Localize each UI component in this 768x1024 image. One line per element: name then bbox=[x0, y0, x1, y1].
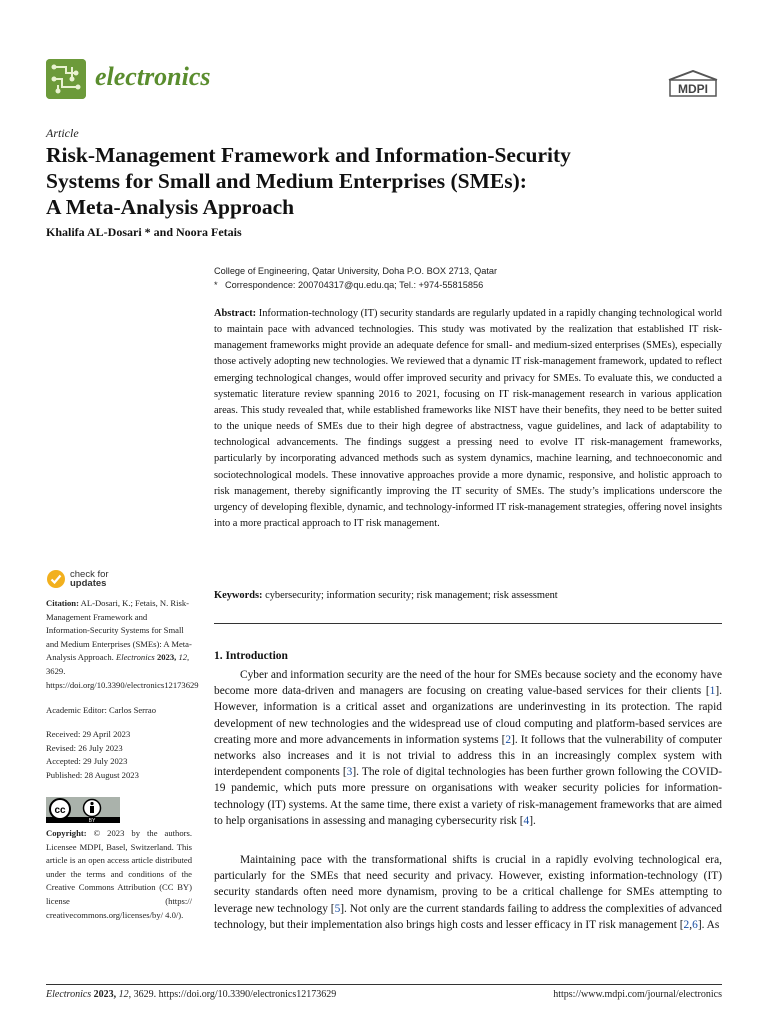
check-updates-line2: updates bbox=[70, 578, 107, 589]
reference-link[interactable]: 4 bbox=[523, 814, 530, 827]
correspondence-marker: * bbox=[214, 280, 218, 290]
paragraph: Maintaining pace with the transformational shifts is crucial in a rapidly evolving technological era, particularly for the SMEs that need security and privacy. However, existing information-technology (IT) security standards often need more dynamism, proving to be a critical challenge for SMEs attempting to leverage new technology [5]. Not only are the current standards failing to address the complexities of advanced technology, but their implementation also brings high costs and lesser efficacy in IT risk management [2,6]. As bbox=[214, 854, 722, 931]
section-heading: 1. Introduction bbox=[214, 650, 288, 662]
correspondence: Correspondence: 200704317@qu.edu.qa; Tel.: +974-55815856 bbox=[225, 280, 484, 290]
title-line: Risk-Management Framework and Information-Security bbox=[46, 143, 571, 167]
title-line: Systems for Small and Medium Enterprises (SMEs): bbox=[46, 169, 527, 193]
published-date: Published: 28 August 2023 bbox=[46, 769, 139, 780]
academic-editor: Academic Editor: Carlos Serrao bbox=[46, 705, 157, 715]
accepted-date: Accepted: 29 July 2023 bbox=[46, 756, 128, 767]
footer-journal-url[interactable]: https://www.mdpi.com/journal/electronics bbox=[553, 989, 722, 1000]
journal-name: electronics bbox=[95, 62, 211, 91]
citation-journal: Electronics bbox=[115, 652, 155, 663]
check-updates-icon bbox=[46, 569, 66, 589]
footer-citation bbox=[46, 989, 336, 1000]
copyright-text: © 2023 by the authors. Licensee MDPI, Basel, Switzerland. This article is an open access article distributed under the terms and conditions of the Creative Commons Attribution (CC BY) license (https:// creativecommons.org/licenses/by/ 4.0/). bbox=[46, 828, 192, 920]
citation-text: AL-Dosari, K.; Fetais, N. Risk-Management Framework and Information-Security Systems for Small and Medium Enterprises (SMEs): A Meta-Analysis Approach. bbox=[46, 598, 192, 663]
reference-link[interactable]: 3 bbox=[346, 766, 353, 779]
divider bbox=[214, 623, 722, 624]
affiliation-block bbox=[214, 264, 497, 292]
abstract-label: Abstract: bbox=[214, 308, 257, 319]
footer-divider bbox=[46, 984, 722, 985]
citation-doi[interactable]: 3629. https://doi.org/10.3390/electronics12173629 bbox=[46, 665, 199, 690]
affiliation: College of Engineering, Qatar University, Doha P.O. BOX 2713, Qatar bbox=[214, 266, 498, 276]
keywords-label: Keywords: bbox=[214, 590, 263, 601]
check-for-updates-button[interactable] bbox=[46, 569, 109, 589]
check-updates-line1: check for bbox=[70, 569, 109, 580]
footer-journal: Electronics bbox=[46, 989, 92, 1000]
received-date: Received: 29 April 2023 bbox=[46, 729, 131, 739]
keywords bbox=[214, 589, 722, 603]
reference-link[interactable]: 5 bbox=[334, 902, 341, 915]
footer-year: 2023, bbox=[93, 989, 117, 1000]
copyright-block bbox=[46, 827, 192, 922]
paragraph: Cyber and information security are the need of the hour for SMEs because society and the economy have become more data-driven and managers are focusing on creating value-based services for their clients [1]. However, information is a critical asset and organizations are underinvesting in its protection. The rapid development of new technologies and the widespread use of cloud computing and platform-based services are creating more and more advancements in information systems [2]. It follows that the vulnerability of computer networks also increases and it is not trivial to address this in an increasingly complex system with interdependent components [3]. The role of digital technologies has been further grown following the COVID-19 pandemic, which puts more pressure on organisations with weaker security policies for information-technology (IT) systems. At the same time, there exist a variety of risk-management frameworks that are aimed to help organisations in assessing and managing cybersecurity risk [4]. bbox=[214, 669, 722, 827]
reference-link[interactable]: 2 bbox=[505, 733, 512, 746]
cc-by-license-icon[interactable] bbox=[46, 797, 120, 823]
svg-text:cc: cc bbox=[54, 805, 66, 816]
copyright-label: Copyright: bbox=[46, 828, 87, 838]
citation-volume: 12, bbox=[178, 652, 190, 663]
abstract-text: Information-technology (IT) security standards are regularly updated in a rapidly changing technological world to maintain pace with advanced technologies. This study was motivated by the realization that established IT risk-management frameworks might provide an adequate defence for small- and medium-sized enterprises (SMEs), especially those actively adopting new technologies. We reviewed that a dynamic IT risk-management framework, updated to reflect emerging technological changes, would offer improved security and privacy for SMEs. To evaluate this, we conducted a systematic literature review spanning 2016 to 2021, focusing on IT risk-management research in various application areas. This study revealed that, while established frameworks like NIST have their benefits, they need to be better suited to the unique needs of SMEs due to their high degree of abstractness, vague guidelines, and lack of adaptability to technological advancements. The findings suggest a pressing need to evolve IT risk-management frameworks, particularly by incorporating advanced methods such as system dynamics, machine learning, and technoeconomic and sociotechnological models. These innovative approaches provide a more dynamic, responsive, and holistic approach to risk management, thereby significantly improving the IT security of SMEs. The study’s implications underscore the urgency of developing flexible, dynamic, and technology-informed IT risk-management strategies, offering novel insights into a more practical approach to IT risk management. bbox=[214, 308, 722, 530]
citation-block bbox=[46, 597, 199, 692]
citation-label: Citation: bbox=[46, 598, 79, 608]
authors: Khalifa AL-Dosari * and Noora Fetais bbox=[46, 225, 242, 239]
dates-block bbox=[46, 728, 192, 782]
title-line: A Meta-Analysis Approach bbox=[46, 195, 295, 219]
reference-link[interactable]: 2 bbox=[683, 918, 690, 931]
page-title bbox=[46, 142, 726, 220]
citation-year: 2023, bbox=[156, 652, 177, 663]
publisher-name: MDPI bbox=[678, 82, 708, 96]
footer-volume: 12, bbox=[118, 989, 132, 1000]
revised-date: Revised: 26 July 2023 bbox=[46, 742, 123, 753]
svg-text:BY: BY bbox=[88, 818, 96, 823]
abstract bbox=[214, 306, 722, 532]
reference-link[interactable]: 1 bbox=[709, 685, 716, 698]
article-type: Article bbox=[46, 126, 79, 140]
journal-logo-icon bbox=[46, 59, 86, 99]
publisher-logo-icon bbox=[667, 70, 719, 98]
keywords-text: cybersecurity; information security; risk management; risk assessment bbox=[265, 590, 558, 601]
footer-doi[interactable]: 3629. https://doi.org/10.3390/electronics12173629 bbox=[133, 989, 337, 1000]
reference-link[interactable]: 6 bbox=[692, 918, 698, 931]
